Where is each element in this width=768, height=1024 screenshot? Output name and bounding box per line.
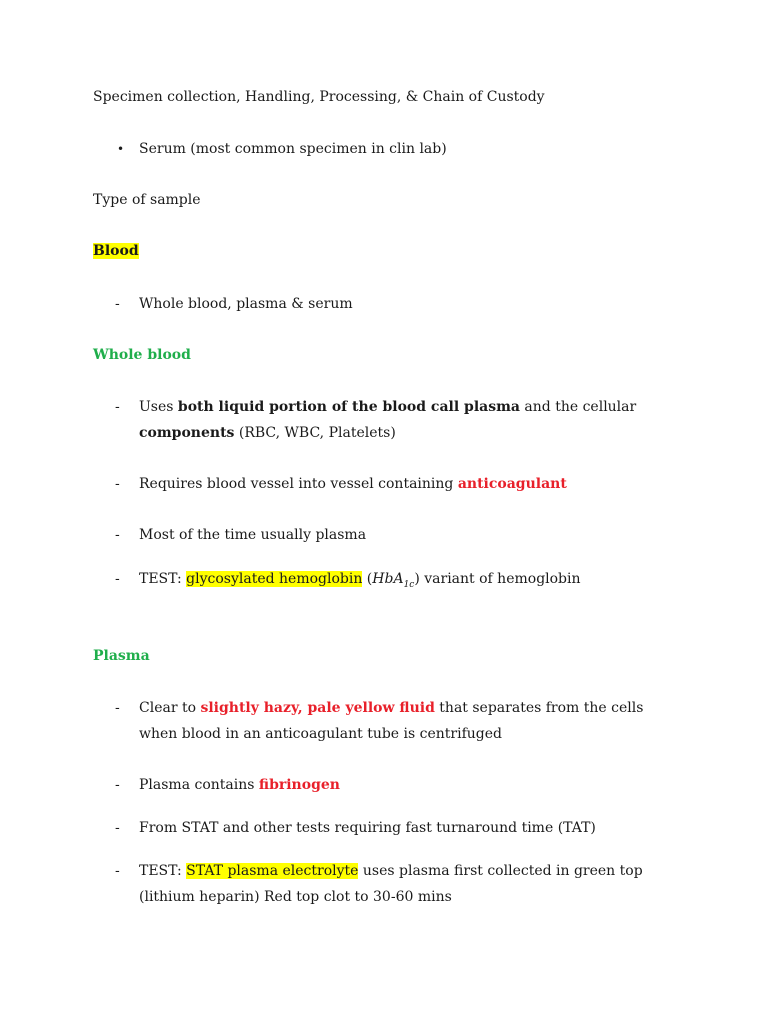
dash-marker: - [115,820,120,836]
text-run: Clear to [139,700,201,716]
dash-marker: - [115,700,120,716]
whole-blood-item-4 [139,570,581,594]
text-run: ) variant of hemoglobin [414,571,581,587]
plasma-heading: Plasma [93,648,150,664]
blood-heading [93,242,139,260]
text-run: TEST: [139,571,187,587]
dash-marker: - [115,571,120,587]
bold-text: both liquid portion of the blood call plasma [177,399,520,415]
plasma-item-1-line-1 [139,699,643,717]
text-run: and the cellular [519,399,637,415]
document-heading: Specimen collection, Handling, Processing, & Chain of Custody [93,89,545,105]
text-run: Plasma contains [139,777,259,793]
serum-bullet-text: Serum (most common specimen in clin lab) [139,141,447,157]
whole-blood-heading: Whole blood [93,347,191,363]
red-emphasis: fibrinogen [258,777,340,793]
bold-text: components [139,425,235,441]
text-run: TEST: [139,863,187,879]
highlighted-text: glycosylated hemoglobin [186,571,363,587]
whole-blood-item-2 [139,475,567,493]
blood-heading-text: Blood [93,243,139,259]
text-run: ( [362,571,373,587]
dash-marker: - [115,476,120,492]
text-run: that separates from the cells [434,700,644,716]
type-of-sample-label: Type of sample [93,192,201,208]
whole-blood-item-1-line-2 [139,424,396,442]
math-formula: HbA [372,571,404,587]
plasma-item-4-line-1 [139,862,643,880]
text-run: uses plasma first collected in green top [358,863,643,879]
text-run: (RBC, WBC, Platelets) [234,425,396,441]
dash-marker: - [115,777,120,793]
whole-blood-item-1-line-1 [139,398,636,416]
blood-item: Whole blood, plasma & serum [139,296,353,312]
plasma-item-3: From STAT and other tests requiring fast turnaround time (TAT) [139,820,596,836]
red-emphasis: slightly hazy, pale yellow fluid [200,700,435,716]
highlighted-text: STAT plasma electrolyte [186,863,359,879]
plasma-item-1-line-2: when blood in an anticoagulant tube is centrifuged [139,726,502,742]
bullet-icon: • [117,142,125,156]
plasma-item-2 [139,776,340,794]
dash-marker: - [115,399,120,415]
text-run: Uses [139,399,178,415]
plasma-item-4-line-2: (lithium heparin) Red top clot to 30-60 mins [139,889,452,905]
red-emphasis: anticoagulant [457,476,567,492]
text-run: Requires blood vessel into vessel containing [139,476,458,492]
math-subscript: 1c [403,579,415,590]
whole-blood-item-3: Most of the time usually plasma [139,527,367,543]
dash-marker: - [115,527,120,543]
dash-marker: - [115,296,120,312]
dash-marker: - [115,863,120,879]
